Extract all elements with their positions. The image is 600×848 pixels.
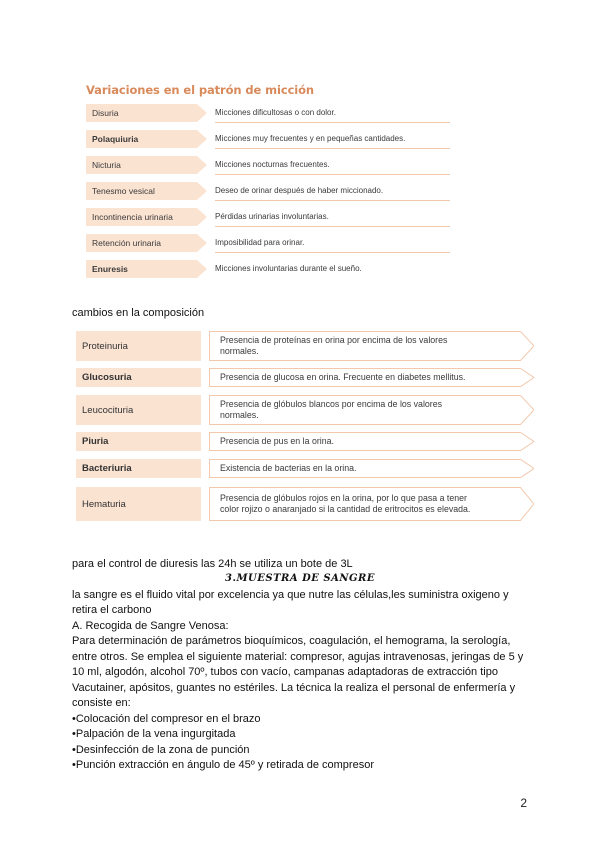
chevron-right-icon (197, 130, 207, 148)
micturition-table-title: Variaciones en el patrón de micción (86, 83, 315, 97)
table-row (86, 127, 450, 153)
description-line: Presencia de pus en la orina. (220, 436, 334, 446)
description-cell: Imposibilidad para orinar. (215, 234, 450, 253)
paragraph-line: Vacutainer, apósitos, guantes no estériles. La técnica la realiza el personal de enfermería y (72, 682, 516, 694)
description-cell: Micciones dificultosas o con dolor. (215, 104, 450, 123)
description-cell (209, 395, 520, 425)
table-row (86, 179, 450, 205)
table-row (76, 487, 534, 521)
chevron-right-icon (197, 182, 207, 200)
description-cell: Pérdidas urinarias involuntarias. (215, 208, 450, 227)
table-row (76, 331, 534, 361)
table-row (86, 153, 450, 179)
description-line: Presencia de glóbulos blancos por encima de los valores (220, 399, 443, 409)
table-row (86, 205, 450, 231)
list-item: •Punción extracción en ángulo de 45º y retirada de compresor (72, 759, 374, 771)
description-cell (209, 459, 520, 478)
description-line: normales. (220, 346, 259, 356)
term-cell: Glucosuria (76, 368, 201, 387)
term-cell: Disuria (86, 104, 197, 122)
list-item: •Palpación de la vena ingurgitada (72, 728, 236, 740)
term-cell: Proteinuria (76, 331, 201, 361)
table-row (86, 101, 450, 127)
chevron-right-icon (520, 487, 534, 521)
table-row (76, 368, 534, 387)
term-cell: Tenesmo vesical (86, 182, 197, 200)
description-cell (209, 487, 520, 521)
page-number: 2 (520, 796, 527, 810)
description-line: normales. (220, 410, 259, 420)
list-item: •Colocación del compresor en el brazo (72, 713, 261, 725)
term-cell: Nicturia (86, 156, 197, 174)
paragraph-line: 10 ml, algodón, alcohol 70º, tubos con vacío, campanas adaptadoras de extracción tipo (72, 666, 498, 678)
description-cell (209, 368, 520, 387)
chevron-right-icon (197, 208, 207, 226)
chevron-right-icon (197, 234, 207, 252)
subsection-heading: A. Recogida de Sangre Venosa: (72, 620, 229, 632)
section-heading: 3.MUESTRA DE SANGRE (225, 573, 375, 584)
description-cell: Micciones nocturnas frecuentes. (215, 156, 450, 175)
chevron-right-icon (520, 368, 534, 387)
chevron-right-icon (197, 260, 207, 278)
micturition-variations-table (86, 80, 450, 283)
term-cell: Bacteriuria (76, 459, 201, 478)
description-cell (209, 432, 520, 451)
table-row (76, 395, 534, 425)
composition-label: cambios en la composición (72, 307, 205, 319)
description-cell: Micciones muy frecuentes y en pequeñas cantidades. (215, 130, 450, 149)
term-cell: Hematuria (76, 487, 201, 521)
description-line: Presencia de glucosa en orina. Frecuente en diabetes mellitus. (220, 372, 466, 382)
paragraph-line: entre otros. Se emplea el siguiente material: compresor, agujas intravenosas, jeringas de 5 y (72, 651, 524, 663)
diuresis-note: para el control de diuresis las 24h se utiliza un bote de 3L (72, 558, 353, 570)
chevron-right-icon (520, 395, 534, 425)
chevron-right-icon (197, 104, 207, 122)
term-cell: Polaquiuria (86, 130, 197, 148)
description-line: Presencia de glóbulos rojos en la orina, por lo que pasa a tener (220, 493, 467, 503)
chevron-right-icon (520, 331, 534, 361)
paragraph-line: la sangre es el fluido vital por excelencia ya que nutre las células,les suministra oxigeno y (72, 589, 509, 601)
paragraph-line: consiste en: (72, 697, 131, 709)
table-row (76, 432, 534, 451)
composition-changes-table (76, 331, 534, 521)
term-cell: Retención urinaria (86, 234, 197, 252)
table-row (86, 257, 450, 283)
description-cell (209, 331, 520, 361)
table-row (76, 459, 534, 478)
term-cell: Enuresis (86, 260, 197, 278)
term-cell: Piuria (76, 432, 201, 451)
term-cell: Leucocituria (76, 395, 201, 425)
description-cell: Deseo de orinar después de haber miccionado. (215, 182, 450, 201)
description-line: Existencia de bacterias en la orina. (220, 463, 357, 473)
term-cell: Incontinencia urinaria (86, 208, 197, 226)
description-line: color rojizo o anaranjado si la cantidad de eritrocitos es elevada. (220, 504, 471, 514)
paragraph-line: retira el carbono (72, 604, 152, 616)
table-row (86, 231, 450, 257)
chevron-right-icon (520, 459, 534, 478)
description-line: Presencia de proteínas en orina por encima de los valores (220, 335, 448, 345)
paragraph-line: Para determinación de parámetros bioquímicos, coagulación, el hemograma, la serología, (72, 635, 511, 647)
list-item: •Desinfección de la zona de punción (72, 744, 250, 756)
chevron-right-icon (520, 432, 534, 451)
chevron-right-icon (197, 156, 207, 174)
description-cell: Micciones involuntarias durante el sueño. (215, 264, 362, 273)
